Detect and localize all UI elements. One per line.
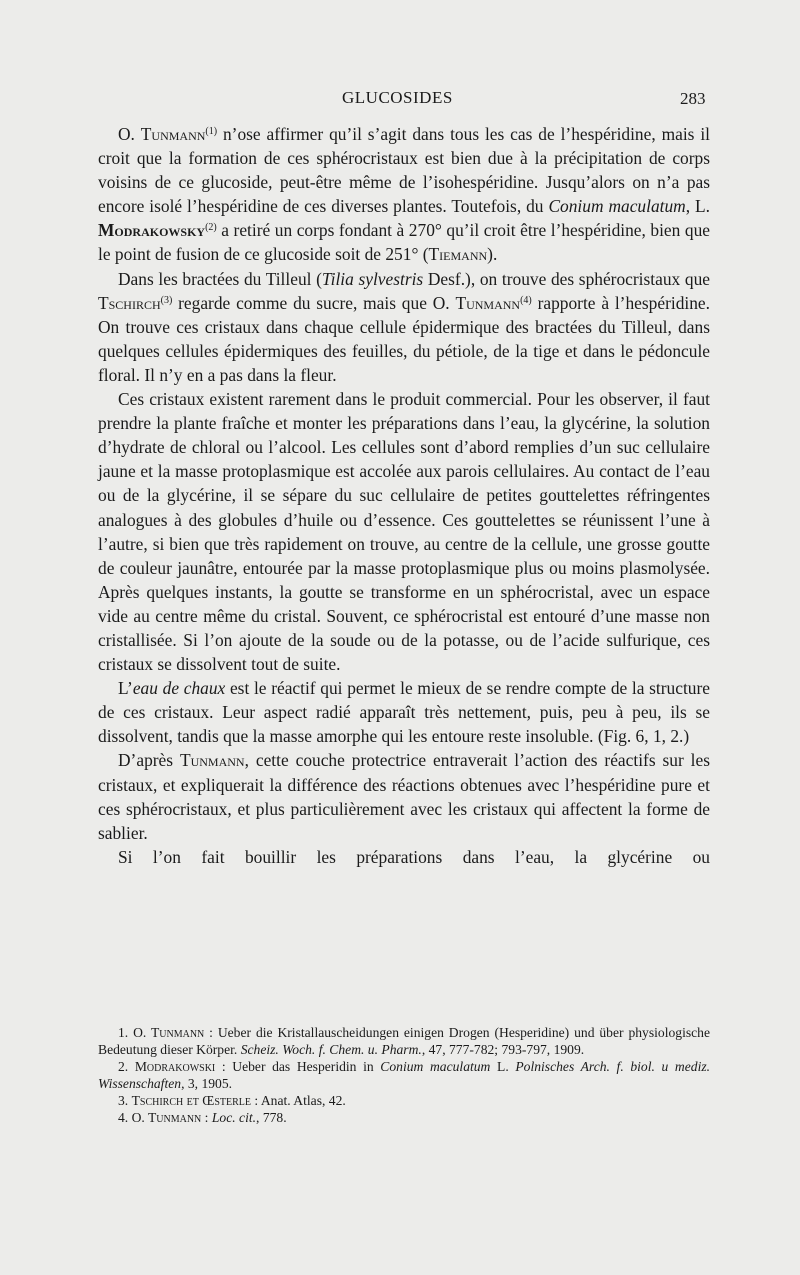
footnote-number: 2. [118, 1058, 135, 1074]
journal-title: Polnisches Arch. f. biol. u mediz. Wissenschaften [98, 1058, 711, 1091]
text-run: , 3, 1905. [181, 1075, 233, 1091]
reagent-name: eau de chaux [132, 678, 226, 699]
author-name: Tiemann [428, 244, 488, 265]
footnote-author: O. Tunmann [133, 1025, 205, 1040]
text-run: , L. [685, 196, 710, 217]
text-run: : Ueber das Hesperidin in [215, 1058, 381, 1074]
author-name: Tunmann [179, 750, 245, 771]
text-run: L’ [118, 678, 133, 699]
text-run: L. [490, 1058, 516, 1074]
footnote-ref: (4) [520, 294, 532, 306]
footnote-2 [98, 1059, 710, 1093]
journal-title: Scheiz. Woch. f. Chem. u. Pharm. [240, 1041, 422, 1057]
footnote-ref: (1) [205, 126, 218, 137]
body-text [98, 122, 710, 869]
text-run: , cette couche protectrice entraverait l’action des réactifs sur les cristaux, et expliquerait la différence des réactions obtenues avec l’hespéridine pure et ces sphérocristaux, et plus particulièrement avec les cristaux qui affectent la forme de sablier. [98, 750, 711, 843]
text-run: , 778. [256, 1109, 287, 1125]
paragraph-2 [98, 267, 710, 387]
species-name: Conium maculatum [548, 196, 686, 217]
paragraph-6: Si l’on fait bouillir les préparations dans l’eau, la glycérine ou [118, 846, 710, 867]
paragraph-1 [98, 122, 710, 267]
footnote-4 [98, 1110, 710, 1127]
footnote-ref: (2) [205, 222, 217, 234]
author-name: Tunmann [455, 292, 521, 313]
paragraph-4 [98, 676, 710, 748]
text-run: est le réactif qui permet le mieux de se rendre compte de la structure de ces cristaux. Leur aspect radié apparaît très nettement, puis, peu à peu, ils se dissolvent, tandis que la masse amorphe qui les entoure reste insoluble. (Fig. 6, 1, 2.) [98, 678, 711, 747]
text-run: Dans les bractées du Tilleul ( [118, 268, 322, 289]
footnote-number: 3. [118, 1092, 132, 1108]
text-run: , 47, 777-782; 793-797, 1909. [421, 1041, 585, 1057]
footnote-author: Modrakowski [134, 1058, 216, 1074]
text-run: rapporte à l’hespéridine. On trouve ces cristaux dans chaque cellule épidermique des bractées du Tilleul, dans quelques cellules épidermiques des feuilles, du pétiole, de la tige et dans le pédoncule floral. Il n’y en a pas dans la fleur. [98, 292, 710, 385]
text-run: a retiré un corps fondant à 270° qu’il croit être l’hespéridine, bien que le point de fusion de ce glucoside soit de 251° ( [98, 220, 710, 265]
text-run: n’ose affirmer qu’il s’agit dans tous les cas de l’hespéridine, mais il croit que la formation de ces sphérocristaux est bien due à la précipitation de corps voisins de ce glucoside, peut-être même de l’isohespéridine. Jusqu’alors on n’a pas encore isolé l’hespéridine de ces diverses plantes. Toutefois, du [98, 124, 710, 217]
footnote-1 [98, 1025, 710, 1059]
running-title: GLUCOSIDES [342, 88, 453, 107]
footnote-author: O. Tunmann [131, 1109, 202, 1125]
text-run: : [201, 1109, 212, 1125]
text-run: regarde comme du sucre, mais que O. [172, 292, 456, 313]
footnote-author: Tschirch et Œsterle [131, 1092, 252, 1108]
text-run: ). [487, 244, 498, 265]
footnote-3 [98, 1093, 710, 1110]
text-run: Desf.), on trouve des sphérocristaux que [423, 268, 710, 289]
author-name: Tschirch [98, 292, 161, 313]
running-header [0, 88, 800, 110]
species-name: Tilia sylvestris [321, 268, 424, 289]
paragraph-5 [98, 748, 710, 844]
footnote-number: 4. [118, 1109, 132, 1125]
text-run: O. [118, 124, 141, 144]
footnotes [98, 1025, 710, 1126]
footnote-number: 1. [118, 1025, 134, 1040]
text-run: : Anat. Atlas, 42. [251, 1092, 346, 1108]
page-number: 283 [680, 89, 706, 108]
text-run: : Ueber die Kristallauscheidungen einigen Drogen (Hesperidine) und über physiologische Bedeutung dieser Körper. [98, 1025, 710, 1057]
species-name: Conium maculatum [380, 1058, 491, 1074]
author-name: Modrakowsky [98, 220, 206, 241]
footnote-ref: (3) [160, 294, 173, 306]
journal-title: Loc. cit. [211, 1109, 257, 1125]
author-name: Tunmann [140, 124, 206, 144]
paragraph-3: Ces cristaux existent rarement dans le produit commercial. Pour les observer, il faut prendre la plante fraîche et monter les préparations dans l’eau, la glycérine, la solution d’hydrate de chloral ou l’alcool. Les cellules sont d’abord remplies d’un suc cellulaire jaune et la masse protoplasmique est accolée aux parois cellulaires. Au contact de l’eau ou de la glycérine, il se sépare du suc cellulaire de petites gouttelettes réfringentes analogues à des globules d’huile ou d’essence. Ces gouttelettes se réunissent l’une à l’autre, si bien que très rapidement on trouve, au centre de la cellule, une grosse goutte de couleur jaunâtre, entourée par la masse protoplasmique plus ou moins plasmolysée. Après quelques instants, la goutte se transforme en un sphérocristal, avec un espace vide au centre même du cristal. Souvent, ce sphérocristal est entouré d’une masse non cristallisée. Si l’on ajoute de la soude ou de la potasse, ou de l’acide sulfurique, ces cristaux se dissolvent tout de suite. [98, 389, 710, 675]
text-run: D’après [118, 750, 180, 771]
